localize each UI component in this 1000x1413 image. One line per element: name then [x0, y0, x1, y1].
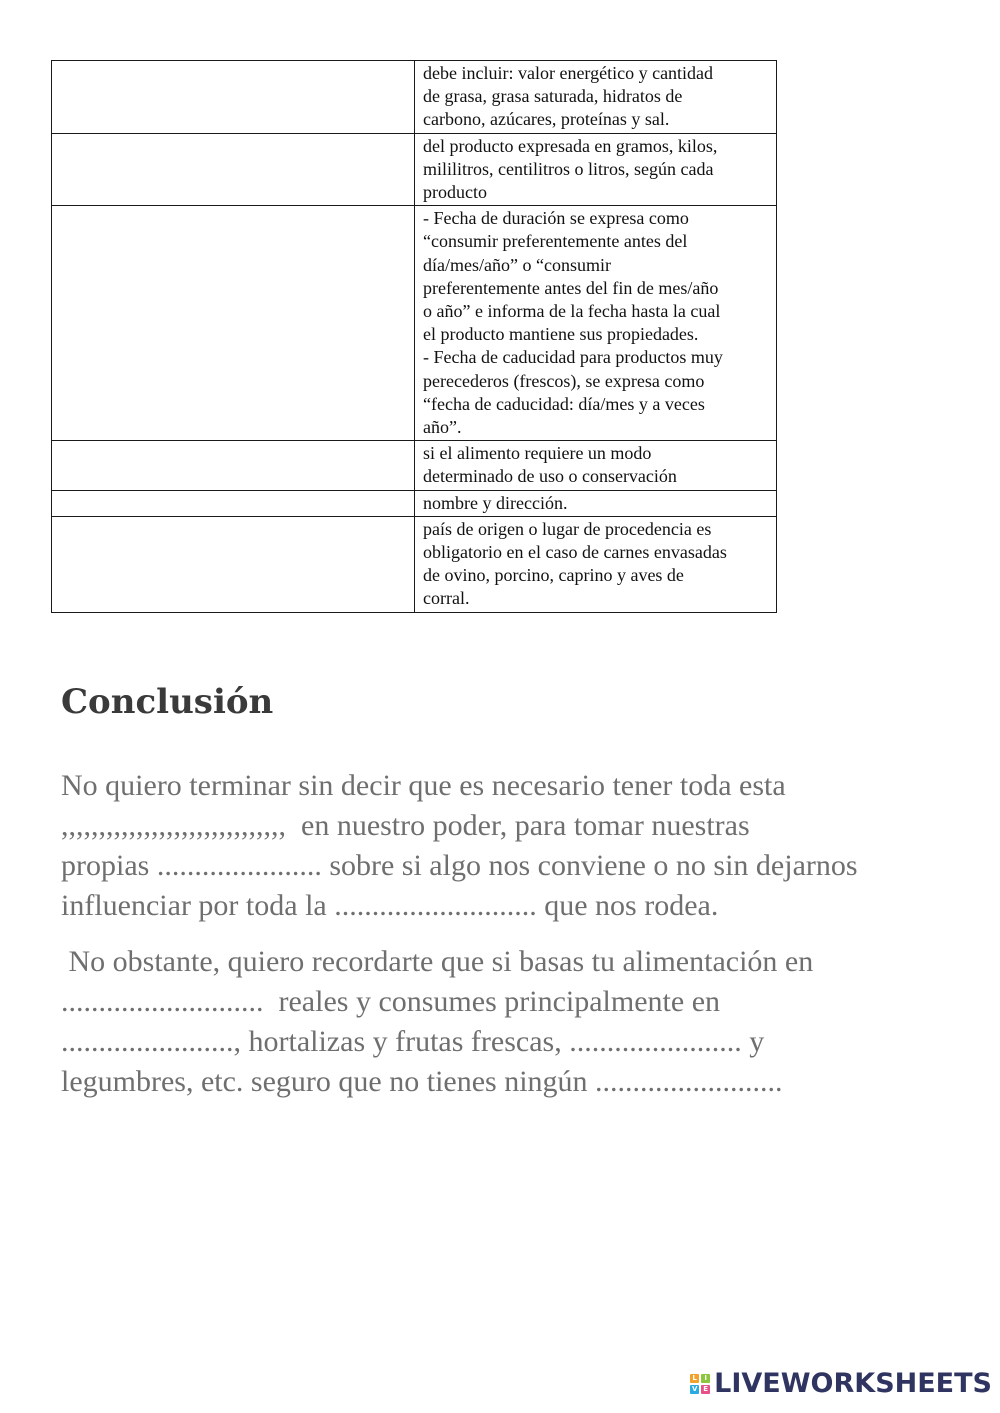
- conclusion-heading: Conclusión: [61, 682, 274, 722]
- conclusion-paragraph-1: [61, 766, 858, 926]
- description-line: perecederos (frescos), se expresa como: [423, 370, 705, 391]
- description-line: corral.: [423, 588, 470, 609]
- answer-cell: [52, 206, 415, 441]
- description-line: de grasa, grasa saturada, hidratos de: [423, 86, 683, 107]
- description-cell: [415, 206, 777, 441]
- description-line: si el alimento requiere un modo: [423, 443, 652, 464]
- description-cell: [415, 490, 777, 516]
- paragraph-line: No quiero terminar sin decir que es necesario tener toda esta: [61, 769, 786, 802]
- description-line: país de origen o lugar de procedencia es: [423, 518, 712, 539]
- description-line: - Fecha de caducidad para productos muy: [423, 347, 723, 368]
- description-cell: [415, 61, 777, 134]
- table-row: [52, 441, 777, 490]
- description-line: - Fecha de duración se expresa como: [423, 208, 689, 229]
- description-line: del producto expresada en gramos, kilos,: [423, 135, 718, 156]
- paragraph-line: ,,,,,,,,,,,,,,,,,,,,,,,,,,,,,, en nuestro poder, para tomar nuestras: [61, 809, 750, 842]
- table-row: [52, 133, 777, 206]
- paragraph-line: influenciar por toda la ........................... que nos rodea.: [61, 889, 719, 922]
- table-row: [52, 61, 777, 134]
- description-cell: [415, 441, 777, 490]
- answer-cell: [52, 441, 415, 490]
- paragraph-line: ......................., hortalizas y frutas frescas, ....................... y: [61, 1025, 765, 1058]
- description-cell: [415, 516, 777, 612]
- label-info-table: [51, 60, 777, 613]
- logo-letter: E: [701, 1385, 710, 1394]
- answer-cell: [52, 133, 415, 206]
- paragraph-line: No obstante, quiero recordarte que si basas tu alimentación en: [61, 945, 814, 978]
- brand-text: LIVEWORKSHEETS: [714, 1368, 992, 1399]
- answer-cell: [52, 516, 415, 612]
- description-line: año”.: [423, 417, 462, 438]
- description-line: debe incluir: valor energético y cantidad: [423, 63, 714, 83]
- paragraph-line: ........................... reales y consumes principalmente en: [61, 985, 721, 1018]
- logo-letter: L: [690, 1374, 699, 1383]
- liveworksheets-logo-icon: [690, 1374, 710, 1394]
- answer-cell: [52, 61, 415, 134]
- label-info-table-body: [52, 61, 777, 613]
- description-line: de ovino, porcino, caprino y aves de: [423, 565, 684, 586]
- logo-letter: V: [691, 1384, 698, 1393]
- description-line: nombre y dirección.: [423, 492, 568, 513]
- description-cell: [415, 133, 777, 206]
- conclusion-paragraph-2: [61, 942, 813, 1102]
- description-line: obligatorio en el caso de carnes envasadas: [423, 542, 727, 563]
- logo-letter: I: [701, 1374, 710, 1383]
- paragraph-line: legumbres, etc. seguro que no tienes ningún .........................: [61, 1065, 783, 1098]
- table-row: [52, 490, 777, 516]
- description-line: “fecha de caducidad: día/mes y a veces: [423, 393, 705, 414]
- description-line: carbono, azúcares, proteínas y sal.: [423, 109, 670, 130]
- liveworksheets-brand: [690, 1368, 992, 1399]
- description-line: o año” e informa de la fecha hasta la cual: [423, 301, 721, 322]
- description-line: determinado de uso o conservación: [423, 466, 677, 487]
- description-line: “consumir preferentemente antes del: [423, 231, 688, 252]
- description-line: mililitros, centilitros o litros, según cada: [423, 158, 714, 179]
- description-line: el producto mantiene sus propiedades.: [423, 324, 699, 345]
- answer-cell: [52, 490, 415, 516]
- paragraph-line: propias ...................... sobre si algo nos conviene o no sin dejarnos: [61, 849, 858, 882]
- table-row: [52, 206, 777, 441]
- table-row: [52, 516, 777, 612]
- description-line: día/mes/año” o “consumir: [423, 254, 611, 275]
- description-line: preferentemente antes del fin de mes/año: [423, 277, 719, 298]
- description-line: producto: [423, 182, 487, 203]
